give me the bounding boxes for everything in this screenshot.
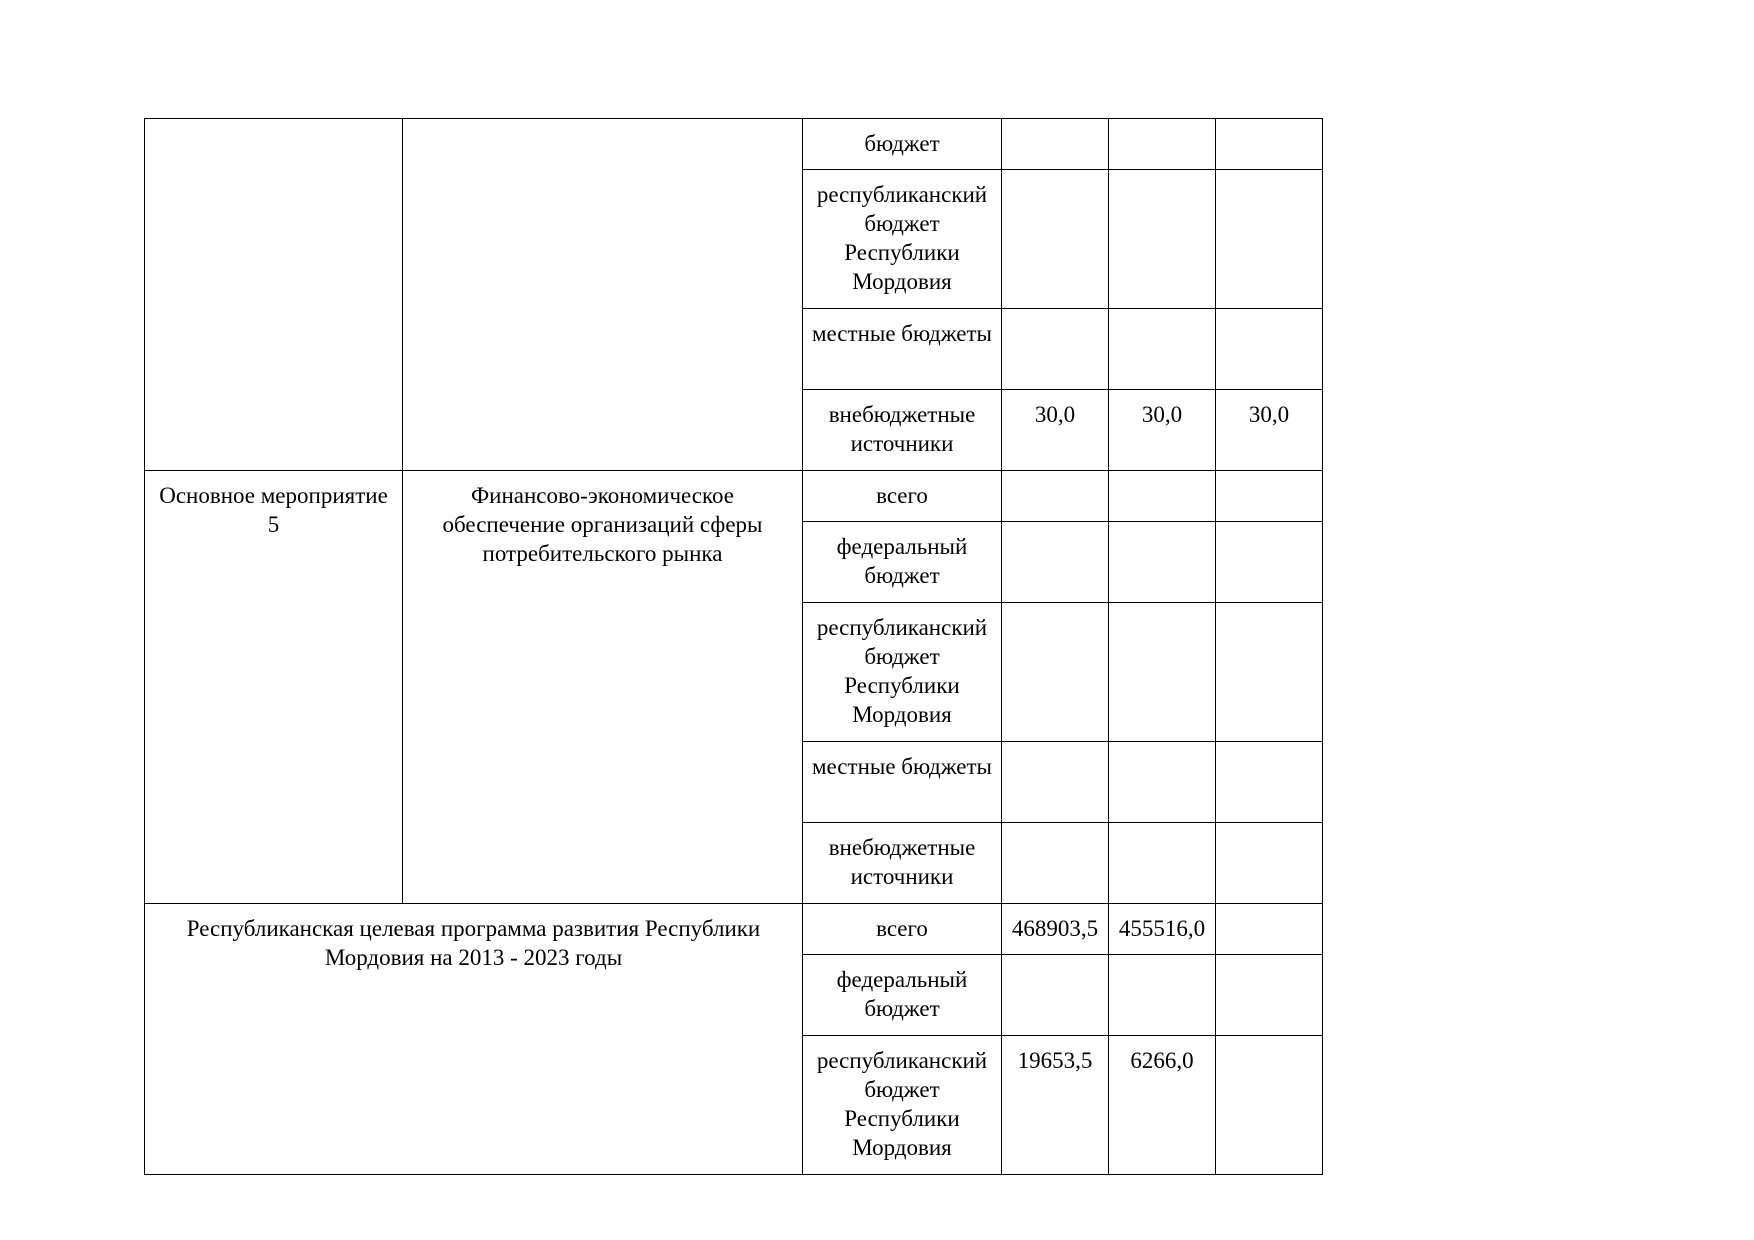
value-cell (1002, 603, 1109, 742)
value-cell (1002, 170, 1109, 309)
value-cell (1216, 603, 1323, 742)
table-row (145, 119, 1323, 170)
value-cell (1109, 309, 1216, 390)
value-cell (1216, 742, 1323, 823)
value-cell (1216, 955, 1323, 1036)
value-cell (1109, 119, 1216, 170)
value-cell (1216, 1036, 1323, 1175)
funding-source-cell: местные бюджеты (803, 742, 1002, 823)
value-cell (1216, 471, 1323, 522)
funding-source-cell: всего (803, 471, 1002, 522)
value-cell: 6266,0 (1109, 1036, 1216, 1175)
event-name-cell: Финансово-экономическое обеспечение организаций сферы потребительского рынка (403, 471, 803, 904)
funding-source-cell: всего (803, 904, 1002, 955)
value-cell (1109, 471, 1216, 522)
funding-source-cell: внебюджетные источники (803, 823, 1002, 904)
value-cell: 455516,0 (1109, 904, 1216, 955)
funding-source-cell: республиканский бюджет Республики Мордовия (803, 603, 1002, 742)
funding-source-cell: республиканский бюджет Республики Мордовия (803, 170, 1002, 309)
table-row (145, 471, 1323, 522)
funding-source-cell: местные бюджеты (803, 309, 1002, 390)
value-cell (1109, 603, 1216, 742)
program-name-cell: Республиканская целевая программа развития Республики Мордовия на 2013 - 2023 годы (145, 904, 803, 1175)
value-cell: 30,0 (1216, 390, 1323, 471)
value-cell (1002, 823, 1109, 904)
value-cell: 19653,5 (1002, 1036, 1109, 1175)
event-name-cell (403, 119, 803, 471)
value-cell (1216, 823, 1323, 904)
funding-source-cell: бюджет (803, 119, 1002, 170)
table-row (145, 904, 1323, 955)
value-cell (1002, 955, 1109, 1036)
value-cell (1109, 170, 1216, 309)
value-cell (1002, 309, 1109, 390)
value-cell: 468903,5 (1002, 904, 1109, 955)
funding-source-cell: федеральный бюджет (803, 955, 1002, 1036)
value-cell (1109, 955, 1216, 1036)
funding-source-cell: федеральный бюджет (803, 522, 1002, 603)
funding-source-cell: республиканский бюджет Республики Мордовия (803, 1036, 1002, 1175)
value-cell (1002, 742, 1109, 823)
value-cell (1216, 119, 1323, 170)
value-cell (1109, 823, 1216, 904)
value-cell (1109, 522, 1216, 603)
value-cell (1216, 522, 1323, 603)
funding-source-cell: внебюджетные источники (803, 390, 1002, 471)
event-label-cell (145, 119, 403, 471)
value-cell (1109, 742, 1216, 823)
event-label-cell: Основное мероприятие 5 (145, 471, 403, 904)
funding-table (144, 118, 1323, 1175)
value-cell (1002, 471, 1109, 522)
value-cell (1002, 119, 1109, 170)
value-cell (1216, 309, 1323, 390)
value-cell (1216, 170, 1323, 309)
value-cell (1002, 522, 1109, 603)
value-cell: 30,0 (1109, 390, 1216, 471)
value-cell (1216, 904, 1323, 955)
value-cell: 30,0 (1002, 390, 1109, 471)
